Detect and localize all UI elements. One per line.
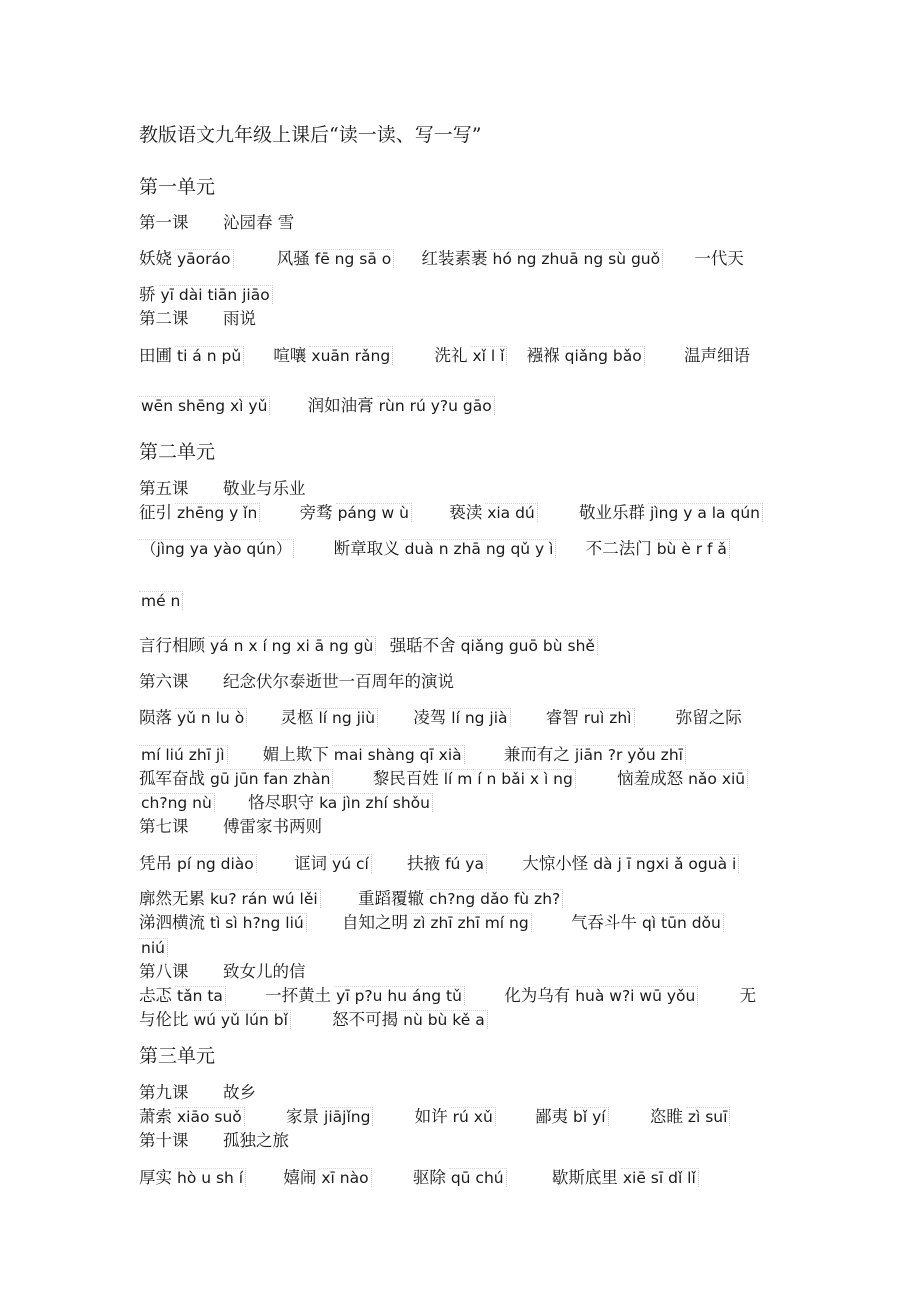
word-pinyin: zì zhī zhī mí ng [411, 913, 532, 932]
word-hanzi: 鄙夷 [535, 1107, 569, 1126]
vocab-item [139, 768, 333, 790]
vocab-item [265, 985, 465, 1007]
lesson-heading [139, 1082, 256, 1104]
lesson-heading [139, 1130, 289, 1152]
word-hanzi: 弥留之际 [675, 708, 742, 727]
word-pinyin: jìng y a la qún [648, 503, 763, 522]
word-pinyin: lí m í n bǎi x ì ng [442, 769, 576, 788]
word-hanzi: 黎民百姓 [372, 769, 439, 788]
vocab-item [676, 707, 742, 729]
word-hanzi: 恣睢 [649, 1107, 683, 1126]
word-pinyin: xiāo suǒ [175, 1107, 245, 1126]
vocab-item [535, 1106, 609, 1128]
vocab-item [139, 284, 273, 306]
word-hanzi: 强聒不舍 [389, 636, 456, 655]
word-hanzi: 歇斯底里 [551, 1168, 618, 1187]
word-pinyin: yī p?u hu áng tǔ [334, 986, 465, 1005]
word-hanzi: 大惊小怪 [522, 854, 589, 873]
word-hanzi: 无 [739, 986, 757, 1005]
word-pinyin: （jìng ya yào qún） [139, 539, 294, 558]
vocab-item [342, 912, 532, 934]
word-pinyin: páng w ù [336, 503, 412, 522]
word-pinyin: bù è r f ǎ [655, 539, 730, 558]
word-hanzi: 家景 [286, 1107, 320, 1126]
word-hanzi: 妖娆 [139, 249, 172, 268]
lesson-title: 敬业与乐业 [223, 479, 306, 498]
vocab-item [413, 707, 510, 729]
word-hanzi: 陨落 [139, 708, 172, 727]
vocab-item [139, 248, 234, 270]
vocab-item [248, 792, 433, 814]
vocab-item [571, 912, 724, 934]
vocab-line [139, 502, 763, 524]
word-hanzi: 断章取义 [333, 539, 400, 558]
unit-heading: 第一单元 [139, 176, 216, 198]
word-hanzi: 媚上欺下 [262, 745, 329, 764]
lesson-title: 纪念伏尔泰逝世一百周年的演说 [223, 672, 454, 691]
vocab-line [139, 707, 742, 729]
vocab-item [280, 707, 378, 729]
word-pinyin: tǎn ta [175, 986, 226, 1005]
word-pinyin: nǎo xiū [686, 769, 748, 788]
word-pinyin: ch?ng nù [139, 793, 215, 812]
vocab-item [139, 888, 321, 910]
vocab-line [139, 345, 750, 367]
word-pinyin: fú ya [443, 854, 487, 873]
word-hanzi: 恪尽职守 [248, 793, 315, 812]
word-hanzi: 田圃 [139, 346, 172, 365]
vocab-item [139, 792, 215, 814]
word-pinyin: ku? rán wú lěi [208, 889, 321, 908]
word-pinyin: huà w?i wū yǒu [573, 986, 698, 1005]
vocab-item [139, 635, 376, 657]
vocab-item [139, 853, 257, 875]
lesson-heading [139, 212, 294, 234]
word-hanzi: 敬业乐群 [579, 503, 646, 522]
word-hanzi: 骄 [139, 285, 156, 304]
vocab-line [139, 248, 744, 270]
vocab-item [684, 345, 750, 367]
word-hanzi: 扶掖 [407, 854, 441, 873]
vocab-item [139, 1167, 246, 1189]
vocab-item [527, 345, 645, 367]
vocab-item [139, 937, 168, 959]
lesson-heading [139, 961, 306, 983]
word-pinyin: wēn shēng xì yǔ [139, 396, 270, 415]
vocab-item [139, 1106, 245, 1128]
word-hanzi: 气吞斗牛 [570, 913, 637, 932]
vocab-item [522, 853, 739, 875]
word-pinyin: niú [139, 938, 168, 957]
lesson-number: 第十课 [139, 1131, 189, 1150]
word-hanzi: 萧索 [139, 1107, 172, 1126]
lesson-number: 第八课 [139, 962, 189, 981]
lesson-number: 第二课 [139, 309, 189, 328]
vocab-item [139, 395, 270, 417]
vocab-line [139, 1167, 699, 1189]
word-pinyin: ti á n pǔ [175, 346, 244, 365]
vocab-item [273, 345, 393, 367]
vocab-item [579, 502, 763, 524]
vocab-line [139, 395, 495, 417]
word-hanzi: 亵渎 [449, 503, 483, 522]
word-hanzi: 驱除 [412, 1168, 446, 1187]
word-hanzi: 诓词 [294, 854, 328, 873]
vocab-line [139, 1009, 488, 1031]
word-pinyin: duà n zhā ng qǔ y ì [403, 539, 557, 558]
word-pinyin: hó ng zhuā ng sù guǒ [491, 249, 664, 268]
vocab-line [139, 538, 730, 560]
unit-heading: 第三单元 [139, 1045, 216, 1067]
vocab-item [139, 1009, 291, 1031]
word-pinyin: dà j ī ngxi ǎ oguà i [591, 854, 739, 873]
word-hanzi: 一抔黄土 [265, 986, 332, 1005]
vocab-item [650, 1106, 731, 1128]
vocab-item [334, 538, 557, 560]
lesson-number: 第一课 [139, 213, 189, 232]
word-hanzi: 怒不可揭 [332, 1010, 399, 1029]
word-hanzi: 不二法门 [585, 539, 652, 558]
word-pinyin: yī dài tiān jiāo [159, 285, 273, 304]
word-pinyin: zì suī [686, 1107, 731, 1126]
vocab-item [390, 635, 598, 657]
word-pinyin: bǐ yí [571, 1107, 609, 1126]
vocab-item [413, 1167, 507, 1189]
vocab-item [422, 248, 664, 270]
vocab-line [139, 590, 183, 612]
vocab-item [139, 912, 307, 934]
vocab-item [283, 1167, 371, 1189]
word-hanzi: 忐忑 [139, 986, 172, 1005]
word-pinyin: rùn rú y?u gāo [377, 396, 495, 415]
word-pinyin: jiān ?r yǒu zhī [573, 745, 686, 764]
word-hanzi: 旁骛 [299, 503, 333, 522]
word-pinyin: qū chú [449, 1168, 507, 1187]
vocab-line [139, 1106, 730, 1128]
word-hanzi: 温声细语 [683, 346, 750, 365]
word-pinyin: ch?ng dǎo fù zh? [427, 889, 563, 908]
word-pinyin: qiǎng guō bù shě [459, 636, 598, 655]
word-hanzi: 恼羞成怒 [617, 769, 684, 788]
vocab-item [552, 1167, 699, 1189]
vocab-line [139, 744, 686, 766]
vocab-item [263, 744, 465, 766]
word-pinyin: nù bù kě a [401, 1010, 488, 1029]
vocab-item [294, 853, 372, 875]
vocab-item [740, 985, 757, 1007]
vocab-line [139, 792, 433, 814]
vocab-line [139, 985, 756, 1007]
word-hanzi: 涕泗横流 [139, 913, 205, 932]
lesson-title: 孤独之旅 [223, 1131, 289, 1150]
word-hanzi: 兼而有之 [503, 745, 570, 764]
word-pinyin: lí ng jià [449, 708, 510, 727]
word-hanzi: 厚实 [139, 1168, 172, 1187]
vocab-item [504, 985, 698, 1007]
vocab-line [139, 888, 563, 910]
vocab-line [139, 853, 739, 875]
word-pinyin: mé n [139, 591, 183, 610]
lesson-title: 致女儿的信 [223, 962, 306, 981]
lesson-title: 沁园春 雪 [223, 213, 295, 232]
vocab-item [308, 395, 495, 417]
word-hanzi: 凌驾 [413, 708, 447, 727]
word-hanzi: 一代天 [694, 249, 744, 268]
unit-heading: 第二单元 [139, 441, 216, 463]
lesson-number: 第五课 [139, 479, 189, 498]
lesson-heading [139, 671, 454, 693]
vocab-line [139, 912, 724, 934]
word-hanzi: 如许 [414, 1107, 448, 1126]
vocab-item [434, 345, 507, 367]
word-hanzi: 润如油膏 [307, 396, 374, 415]
vocab-item [139, 502, 260, 524]
vocab-item [694, 248, 744, 270]
lesson-number: 第六课 [139, 672, 189, 691]
word-hanzi: 言行相顾 [139, 636, 205, 655]
word-pinyin: yāoráo [175, 249, 234, 268]
vocab-item [407, 853, 487, 875]
word-hanzi: 与伦比 [139, 1010, 189, 1029]
word-pinyin: xī nào [319, 1168, 371, 1187]
vocab-line [139, 937, 168, 959]
word-hanzi: 喧嚷 [273, 346, 307, 365]
vocab-item [586, 538, 730, 560]
word-pinyin: wú yǔ lún bǐ [192, 1010, 291, 1029]
document-title: 教版语文九年级上课后“读一读、写一写” [139, 124, 482, 146]
vocab-item [332, 1009, 488, 1031]
word-pinyin: xǐ l ǐ [470, 346, 507, 365]
word-hanzi: 睿智 [545, 708, 579, 727]
lesson-number: 第九课 [139, 1083, 189, 1102]
lesson-title: 傅雷家书两则 [223, 817, 322, 836]
word-hanzi: 红装素裹 [421, 249, 488, 268]
word-hanzi: 廓然无累 [139, 889, 205, 908]
word-pinyin: jiājǐng [322, 1107, 373, 1126]
word-pinyin: mí liú zhī jì [139, 745, 228, 764]
vocab-item [373, 768, 576, 790]
word-pinyin: gū jūn fan zhàn [208, 769, 333, 788]
word-hanzi: 凭吊 [139, 854, 172, 873]
word-pinyin: xuān rǎng [309, 346, 393, 365]
vocab-item [300, 502, 412, 524]
word-pinyin: rú xǔ [451, 1107, 496, 1126]
word-pinyin: tì sì h?ng liú [208, 913, 307, 932]
vocab-item [139, 707, 247, 729]
word-hanzi: 嬉闹 [283, 1168, 317, 1187]
word-pinyin: ruì zhì [582, 708, 635, 727]
lesson-heading [139, 478, 306, 500]
word-hanzi: 风骚 [276, 249, 310, 268]
vocab-item [277, 248, 395, 270]
vocab-item [139, 590, 183, 612]
lesson-title: 故乡 [223, 1083, 256, 1102]
lesson-heading [139, 308, 256, 330]
vocab-item [286, 1106, 373, 1128]
vocab-item [139, 538, 294, 560]
word-pinyin: qì tūn dǒu [640, 913, 724, 932]
word-pinyin: qiǎng bǎo [563, 346, 645, 365]
word-hanzi: 孤军奋战 [139, 769, 205, 788]
word-pinyin: mai shàng qī xià [332, 745, 465, 764]
vocab-item [449, 502, 538, 524]
word-hanzi: 化为乌有 [504, 986, 571, 1005]
word-pinyin: xia dú [485, 503, 538, 522]
vocab-item [415, 1106, 496, 1128]
word-hanzi: 重蹈覆辙 [357, 889, 424, 908]
word-hanzi: 灵柩 [280, 708, 314, 727]
lesson-number: 第七课 [139, 817, 189, 836]
lesson-heading [139, 816, 322, 838]
word-pinyin: yǔ n lu ò [175, 708, 247, 727]
word-pinyin: yá n x í ng xi ā ng gù [208, 636, 376, 655]
word-pinyin: fē ng sā o [313, 249, 395, 268]
word-hanzi: 征引 [139, 503, 172, 522]
vocab-line [139, 284, 273, 306]
word-pinyin: lí ng jiù [316, 708, 378, 727]
word-hanzi: 襁褓 [526, 346, 560, 365]
vocab-item [358, 888, 563, 910]
vocab-item [139, 985, 226, 1007]
vocab-line [139, 635, 598, 657]
word-pinyin: hò u sh í [175, 1168, 246, 1187]
word-pinyin: yú cí [330, 854, 372, 873]
vocab-item [139, 744, 228, 766]
word-pinyin: zhēng y ǐn [175, 503, 260, 522]
word-pinyin: xiē sī dǐ lǐ [621, 1168, 699, 1187]
vocab-line [139, 768, 748, 790]
vocab-item [617, 768, 748, 790]
word-hanzi: 洗礼 [434, 346, 468, 365]
word-pinyin: ka jìn zhí shǒu [317, 793, 433, 812]
vocab-item [504, 744, 686, 766]
vocab-item [139, 345, 244, 367]
vocab-item [546, 707, 635, 729]
word-hanzi: 自知之明 [341, 913, 408, 932]
lesson-title: 雨说 [223, 309, 256, 328]
word-pinyin: pí ng diào [175, 854, 257, 873]
